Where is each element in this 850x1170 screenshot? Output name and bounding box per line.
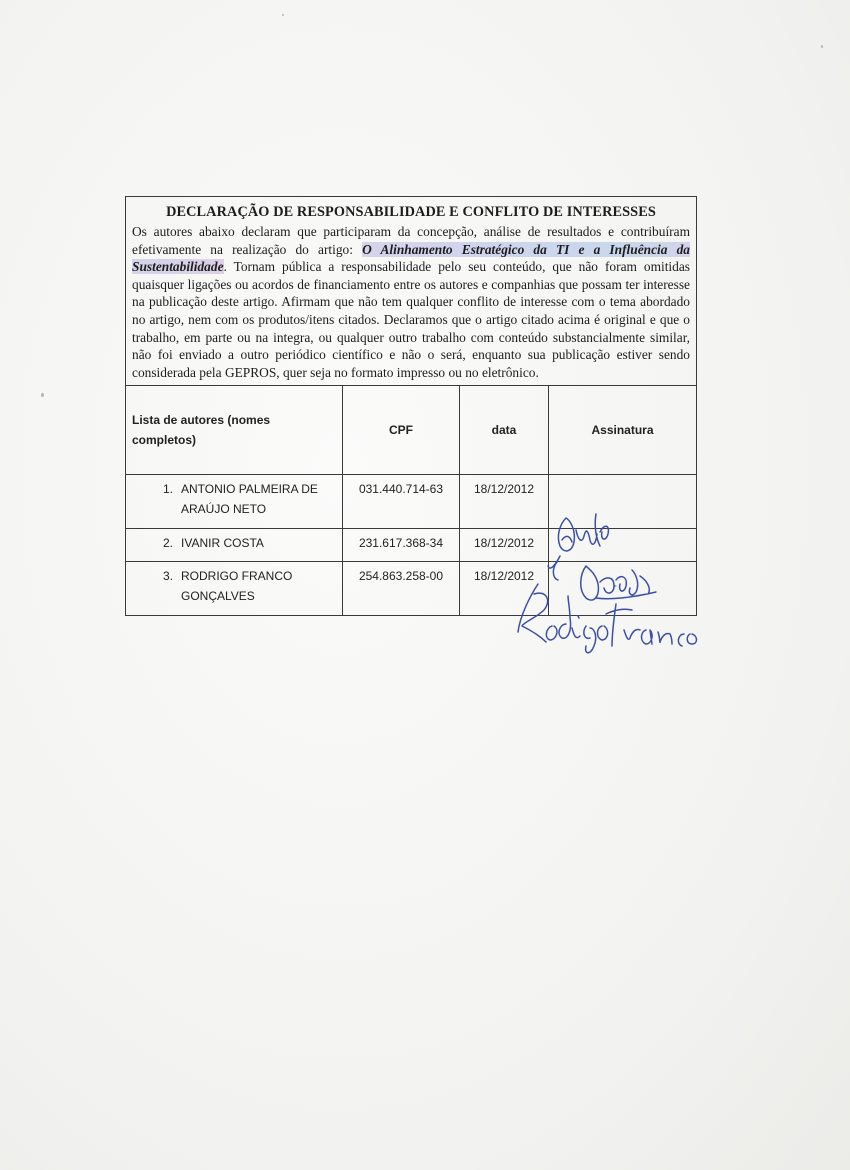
table-row xyxy=(126,475,696,529)
author-signature-cell xyxy=(549,562,697,616)
declaration-text xyxy=(132,223,690,381)
declaration-text-rest: . Tornam pública a responsabilidade pelo seu conteúdo, que não foram omitidas quaisquer ligações ou acordos de financiamento entre os autores e companhias que possam ter interesse na publicação deste artigo. Afirmam que não tem qualquer conflito de interesse com o tema abordado no artigo, nem com os produtos/itens citados. Declaramos que o artigo citado acima é original e que o trabalho, em parte ou na integra, ou qualquer outro trabalho com conteúdo substancialmente similar, não foi enviado a outro periódico científico e não o será, enquanto sua publicação estiver sendo considerada pela GEPROS, quer seja no formato impresso ou no eletrônico. xyxy=(132,259,690,380)
article-title: O Alinhamento Estratégico da TI e a Influência da Sustentabilidade xyxy=(132,241,690,275)
scan-speck xyxy=(41,393,44,397)
author-name: ANTONIO PALMEIRA DE ARAÚJO NETO xyxy=(181,482,318,517)
scan-speck xyxy=(282,14,284,16)
author-cpf: 231.617.368-34 xyxy=(343,529,460,562)
declaration-text-intro: Os autores abaixo declaram que participaram da concepção, análise de resultados e contribuíram efetivamente na realização do artigo: xyxy=(132,224,690,257)
author-cpf: 031.440.714-63 xyxy=(343,475,460,529)
author-signature-cell xyxy=(549,529,697,562)
author-name: IVANIR COSTA xyxy=(181,536,264,551)
header-signature: Assinatura xyxy=(549,386,697,475)
author-cell xyxy=(126,475,343,529)
declaration-form xyxy=(125,196,697,616)
declaration-title: DECLARAÇÃO DE RESPONSABILIDADE E CONFLITO DE INTERESSES xyxy=(166,204,656,220)
author-date: 18/12/2012 xyxy=(460,529,549,562)
header-date: data xyxy=(460,386,549,475)
author-number: 2. xyxy=(162,536,173,551)
declaration-section xyxy=(126,197,696,386)
author-date: 18/12/2012 xyxy=(460,475,549,529)
table-header-row xyxy=(126,386,696,475)
table-row xyxy=(126,562,696,616)
header-cpf: CPF xyxy=(343,386,460,475)
scan-speck xyxy=(821,45,823,48)
author-signature-cell xyxy=(549,475,697,529)
author-number: 1. xyxy=(162,482,173,497)
author-date: 18/12/2012 xyxy=(460,562,549,616)
author-cell xyxy=(126,562,343,616)
authors-table xyxy=(126,386,696,615)
author-cpf: 254.863.258-00 xyxy=(343,562,460,616)
author-name: RODRIGO FRANCO GONÇALVES xyxy=(181,569,293,604)
header-author-list: Lista de autores (nomes completos) xyxy=(126,386,343,475)
author-cell xyxy=(126,529,343,562)
author-number: 3. xyxy=(162,569,173,584)
table-row xyxy=(126,529,696,562)
